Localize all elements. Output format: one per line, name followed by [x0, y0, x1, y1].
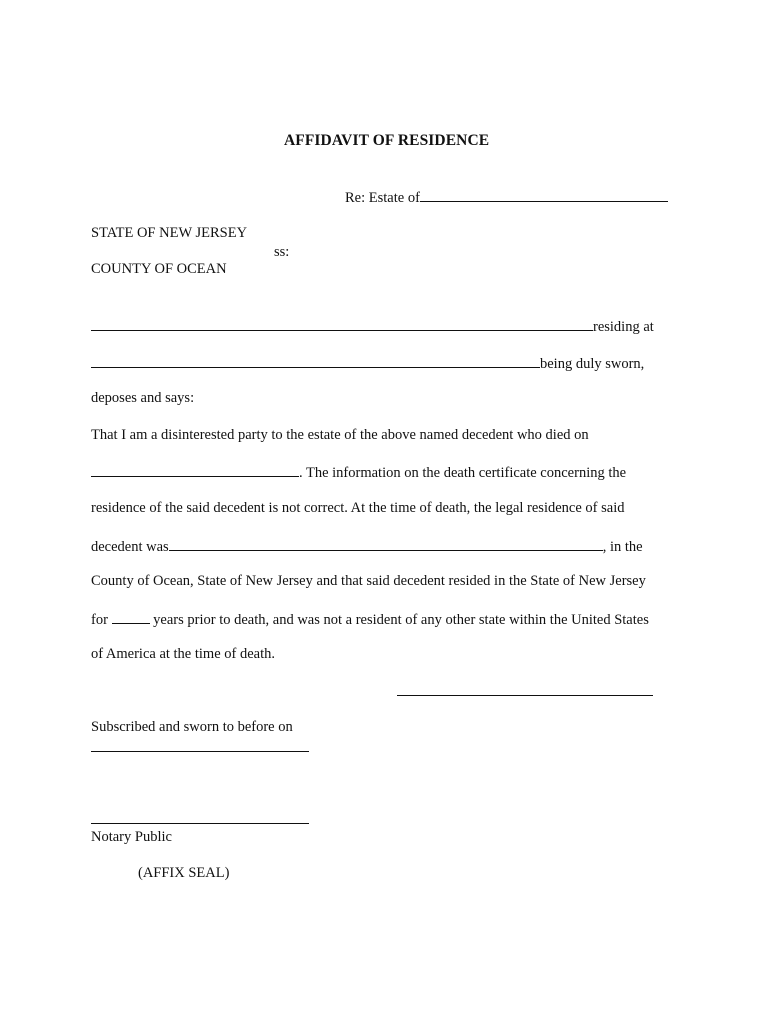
- county-text: County of Ocean, State of New Jersey and that said decedent resided in the State of New Jersey: [91, 573, 646, 589]
- info-certificate-text: . The information on the death certificate concerning the: [299, 465, 627, 481]
- decedent-was-line: [91, 538, 643, 555]
- subscribed-date-line[interactable]: [91, 751, 309, 752]
- re-estate-label: Re: Estate of: [345, 190, 420, 206]
- residing-at-label: residing at: [593, 319, 654, 335]
- venue-ss: ss:: [274, 244, 290, 260]
- affiant-name-field[interactable]: [91, 318, 593, 331]
- affiant-signature-line[interactable]: [397, 695, 653, 696]
- affix-seal-label: (AFFIX SEAL): [138, 865, 230, 881]
- legal-residence-field[interactable]: [169, 538, 603, 551]
- venue-state: STATE OF NEW JERSEY: [91, 225, 248, 241]
- years-prior-text: years prior to death, and was not a resident of any other state within the United States: [153, 612, 649, 628]
- affiant-line: [91, 318, 654, 335]
- years-line: [91, 611, 649, 628]
- years-field[interactable]: [112, 611, 150, 624]
- notary-public-label: Notary Public: [91, 829, 172, 845]
- deposes-text: deposes and says:: [91, 390, 195, 406]
- decedent-was-label: decedent was: [91, 539, 169, 555]
- disinterested-text: That I am a disinterested party to the estate of the above named decedent who died on: [91, 427, 589, 443]
- notary-signature-line[interactable]: [91, 823, 309, 824]
- re-estate-line: [345, 189, 668, 206]
- residence-text: residence of the said decedent is not correct. At the time of death, the legal residence of said: [91, 500, 625, 516]
- estate-name-field[interactable]: [420, 189, 668, 202]
- address-line: [91, 355, 644, 372]
- for-label: for: [91, 612, 108, 628]
- date-of-death-line: [91, 464, 626, 481]
- venue-county: COUNTY OF OCEAN: [91, 261, 227, 277]
- subscribed-text: Subscribed and sworn to before on: [91, 719, 293, 735]
- affiant-address-field[interactable]: [91, 355, 540, 368]
- date-of-death-field[interactable]: [91, 464, 299, 477]
- of-america-text: of America at the time of death.: [91, 646, 275, 662]
- being-duly-sworn-label: being duly sworn,: [540, 356, 645, 372]
- document-title: AFFIDAVIT OF RESIDENCE: [284, 132, 490, 149]
- in-the-label: , in the: [602, 539, 643, 555]
